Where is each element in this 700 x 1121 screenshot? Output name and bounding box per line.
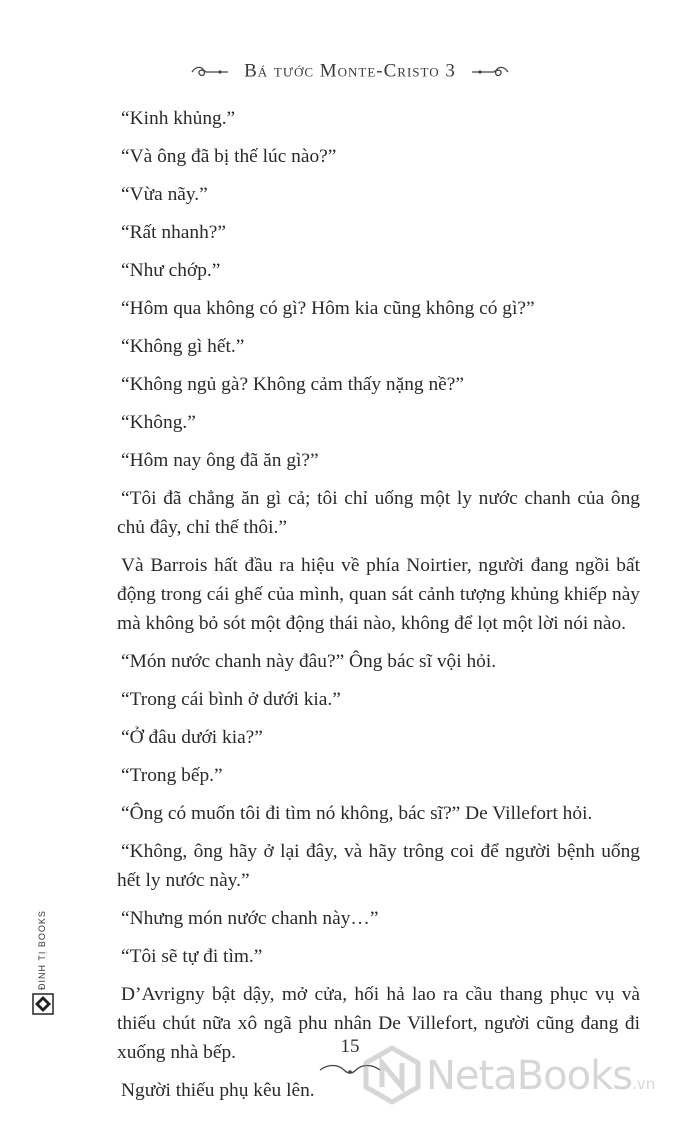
right-flourish-ornament [470,65,510,79]
paragraph: “Không ngủ gà? Không cảm thấy nặng nề?” [121,374,464,395]
publisher-logo-icon [32,993,54,1015]
paragraph: “Ở đâu dưới kia?” [121,727,263,748]
paragraph: “Không.” [121,412,196,433]
publisher-name: ĐINH TỊ BOOKS [37,910,47,990]
paragraph: “Rất nhanh?” [121,222,226,243]
paragraph: D’Avrigny bật dậy, mở cửa, hối hả lao ra cầu thang phục vụ và thiếu chút nữa xô ngã phu nhân De Villefort, người cũng đang đi xuống nhà bếp. [117,984,640,1063]
paragraph: “Kinh khủng.” [121,108,236,129]
running-header [0,60,700,83]
left-flourish-ornament [190,65,230,79]
paragraph: “Hôm nay ông đã ăn gì?” [121,450,319,471]
paragraph: “Vừa nãy.” [121,184,208,205]
body-text [117,104,640,1114]
paragraph: “Món nước chanh này đâu?” Ông bác sĩ vội hỏi. [121,651,497,672]
book-title: Bá tước Monte-Cristo 3 [244,60,456,82]
paragraph: Và Barrois hất đầu ra hiệu về phía Noirtier, người đang ngồi bất động trong cái ghế của mình, quan sát cảnh tượng khủng khiếp này mà không bỏ sót một động thái nào, không để lọt một lời nói nào. [117,555,640,634]
paragraph: “Như chớp.” [121,260,221,281]
paragraph: “Hôm qua không có gì? Hôm kia cũng không có gì?” [121,298,535,319]
paragraph: “Trong bếp.” [121,765,223,786]
page-number: 15 [340,1036,360,1057]
paragraph: “Trong cái bình ở dưới kia.” [121,689,341,710]
publisher-side-mark [28,910,58,1025]
netabooks-logo-icon [362,1045,422,1105]
paragraph: “Ông có muốn tôi đi tìm nó không, bác sĩ?” De Villefort hỏi. [121,803,593,824]
paragraph: “Không gì hết.” [121,336,245,357]
paragraph: “Tôi đã chẳng ăn gì cả; tôi chỉ uống một ly nước chanh của ông chủ đây, chỉ thế thôi.” [117,488,640,538]
paragraph: “Và ông đã bị thế lúc nào?” [121,146,337,167]
paragraph: Người thiếu phụ kêu lên. [121,1080,315,1101]
paragraph: “Tôi sẽ tự đi tìm.” [121,946,263,967]
watermark-text: NetaBooks.vn [426,1053,656,1099]
paragraph: “Nhưng món nước chanh này…” [121,908,379,929]
paragraph: “Không, ông hãy ở lại đây, và hãy trông coi để người bệnh uống hết ly nước này.” [117,841,640,891]
netabooks-watermark [362,1043,692,1113]
